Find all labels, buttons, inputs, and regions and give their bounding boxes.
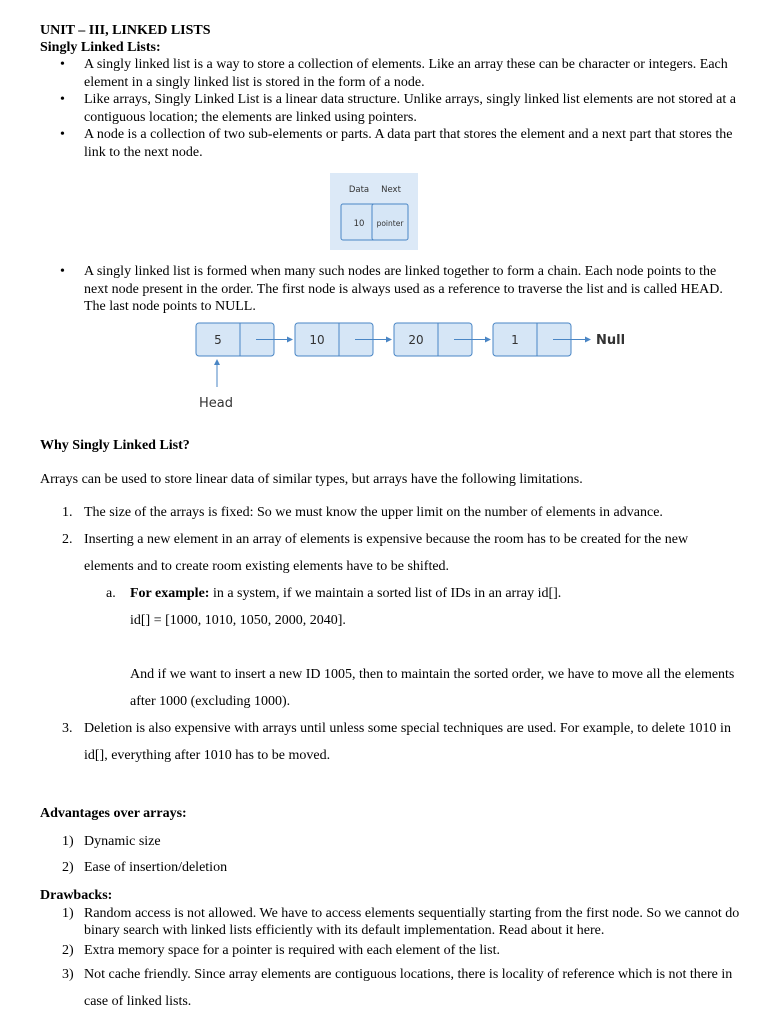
list-item: • A singly linked list is formed when many such nodes are linked together to form a chain. Each node points to the next node present in the order. The first node is always used as a reference to traverse the list and is called HEAD. The last node points to NULL. xyxy=(40,263,740,316)
list-text: Extra memory space for a pointer is required with each element of the list. xyxy=(84,942,500,958)
list-number: 1) xyxy=(62,833,74,849)
why-intro: Arrays can be used to store linear data of similar types, but arrays have the following limitations. xyxy=(40,471,583,487)
chain-bullet-list xyxy=(40,263,740,316)
example-letter: a. xyxy=(106,585,116,601)
list-number: 1) xyxy=(62,905,74,921)
list-number: 2) xyxy=(62,859,74,875)
list-item xyxy=(40,961,740,1015)
why-heading: Why Singly Linked List? xyxy=(40,437,190,453)
chain-node-value: 5 xyxy=(214,332,222,347)
list-number: 1. xyxy=(62,504,73,520)
list-text: Random access is not allowed. We have to access elements sequentially starting from the first node. So we cannot do binary search with linked lists efficiently with its default implementation. Read about it here. xyxy=(84,905,740,938)
example-label: For example: xyxy=(130,585,210,601)
list-number: 2) xyxy=(62,942,74,958)
list-text: Not cache friendly. Since array elements are contiguous locations, there is locality of reference which is not there in case of linked lists. xyxy=(84,967,733,1009)
list-item xyxy=(40,829,740,855)
list-item: • A node is a collection of two sub-elements or parts. A data part that stores the element and a next part that stores the link to the next node. xyxy=(40,126,740,161)
list-item xyxy=(40,715,740,769)
list-number: 2. xyxy=(62,531,73,547)
list-item xyxy=(40,905,740,940)
advantages-list xyxy=(40,829,740,881)
data-part-label: Data xyxy=(348,185,370,195)
list-item: • A singly linked list is a way to store a collection of elements. Like an array these can be character or integers. Each element in a singly linked list is stored in the form of a node. xyxy=(40,56,740,91)
linked-list-diagram xyxy=(194,322,634,414)
limitations-list xyxy=(40,499,740,580)
node-diagram xyxy=(330,173,418,250)
document-page xyxy=(40,22,740,1015)
list-text: Inserting a new element in an array of elements is expensive because the room has to be created for the new elements and to create room existing elements have to be shifted. xyxy=(84,531,689,574)
drawbacks-list xyxy=(40,905,740,1016)
advantages-heading: Advantages over arrays: xyxy=(40,805,187,821)
list-item xyxy=(40,942,740,960)
limitations-list-continued xyxy=(40,715,740,769)
section-title: Singly Linked Lists: xyxy=(40,40,161,55)
list-item xyxy=(40,526,740,580)
drawbacks-heading: Drawbacks: xyxy=(40,887,113,903)
list-text: The size of the arrays is fixed: So we must know the upper limit on the number of elements in advance. xyxy=(84,504,663,520)
next-part-value: pointer xyxy=(376,219,404,228)
data-part-value: 10 xyxy=(353,219,365,229)
chain-node-value: 1 xyxy=(511,332,519,347)
example-followup: And if we want to insert a new ID 1005, then to maintain the sorted order, we have to move all the elements after 1000 (excluding 1000). xyxy=(130,666,735,709)
list-text: Ease of insertion/deletion xyxy=(84,859,228,875)
chain-node-value: 10 xyxy=(309,332,325,347)
next-part-label: Next xyxy=(381,185,401,195)
intro-bullet-list xyxy=(40,56,740,161)
list-item xyxy=(40,499,740,526)
list-item: • Like arrays, Singly Linked List is a linear data structure. Unlike arrays, singly linked list elements are not stored at a contiguous location; the elements are linked using pointers. xyxy=(40,91,740,126)
head-label: Head xyxy=(199,395,233,411)
list-number: 3) xyxy=(62,967,74,982)
list-item xyxy=(40,855,740,881)
example-array-line: id[] = [1000, 1010, 1050, 2000, 2040]. xyxy=(130,612,346,628)
example-text: in a system, if we maintain a sorted list of IDs in an array id[]. xyxy=(209,585,562,601)
list-text: Deletion is also expensive with arrays until unless some special techniques are used. For example, to delete 1010 in id[], everything after 1010 has to be moved. xyxy=(84,720,731,763)
unit-title: UNIT – III, LINKED LISTS xyxy=(40,23,211,38)
list-number: 3. xyxy=(62,720,73,736)
example-item xyxy=(40,580,740,607)
chain-node-value: 20 xyxy=(408,332,424,347)
list-text: Dynamic size xyxy=(84,833,161,849)
null-label: Null xyxy=(596,332,626,348)
